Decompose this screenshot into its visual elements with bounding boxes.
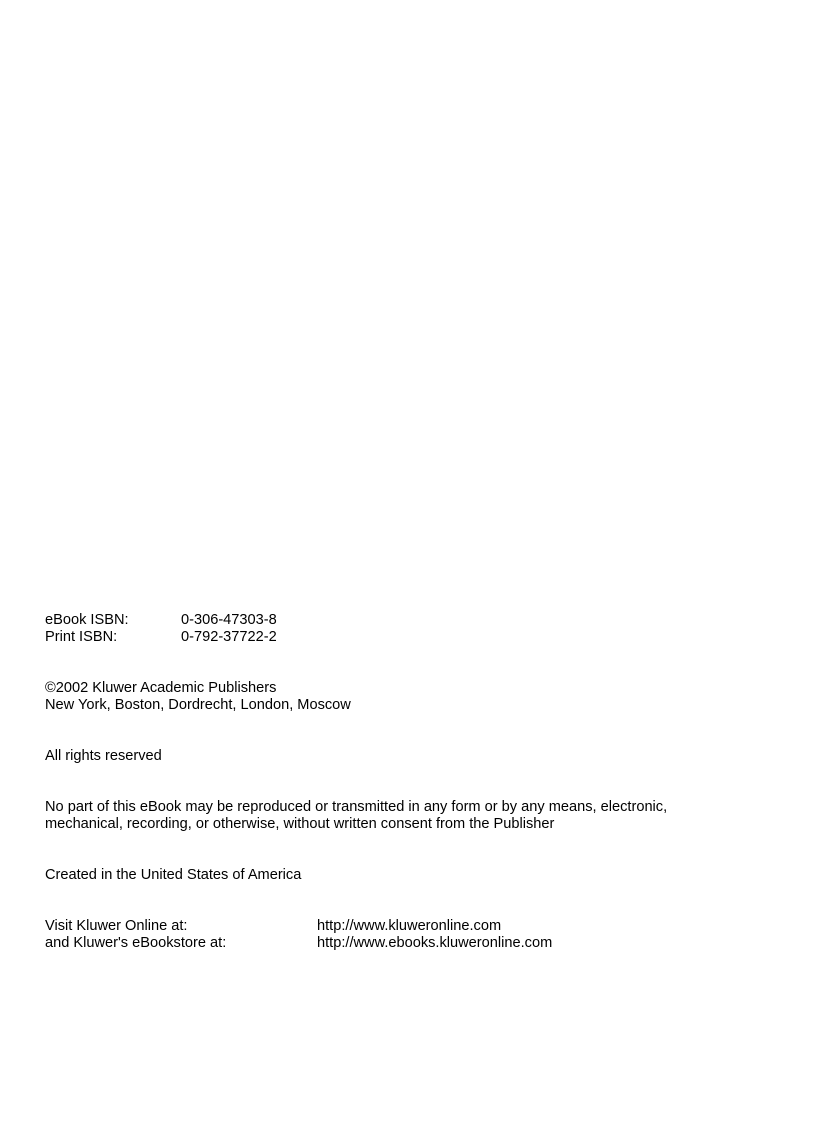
copyright-block [45,680,351,714]
isbn-value: 0-306-47303-8 [181,612,277,628]
created-statement: Created in the United States of America [45,867,302,883]
rights-statement: All rights reserved [45,748,162,764]
isbn-label: Print ISBN: [45,629,118,645]
link-label: Visit Kluwer Online at: [45,918,188,934]
created-block [45,867,301,884]
isbn-row-ebook [45,612,277,629]
copyright-line: ©2002 Kluwer Academic Publishers [45,680,277,696]
rights-block [45,748,162,765]
link-row-online [45,918,552,935]
notice-block [45,799,667,833]
isbn-value: 0-792-37722-2 [181,629,277,645]
link-url: http://www.ebooks.kluweronline.com [317,935,553,951]
isbn-row-print [45,629,277,646]
publisher-locations: New York, Boston, Dordrecht, London, Moscow [45,697,351,713]
isbn-label: eBook ISBN: [45,612,129,628]
link-url: http://www.kluweronline.com [317,918,502,934]
notice-line: No part of this eBook may be reproduced or transmitted in any form or by any means, electronic, [45,799,668,815]
links-block [45,918,552,952]
isbn-block [45,612,277,646]
link-row-ebookstore [45,935,552,952]
link-label: and Kluwer's eBookstore at: [45,935,227,951]
notice-line: mechanical, recording, or otherwise, without written consent from the Publisher [45,816,555,832]
